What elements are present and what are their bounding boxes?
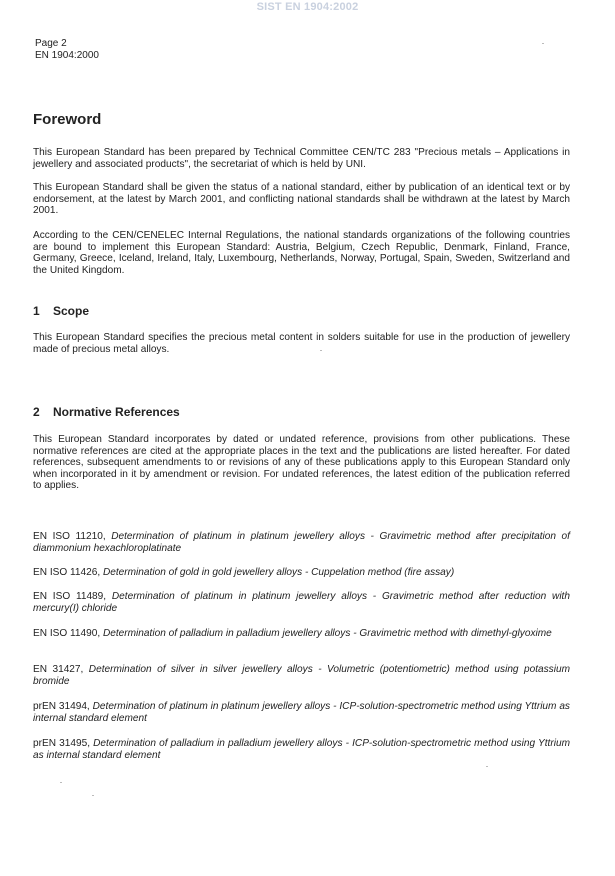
foreword-paragraph-1 <box>33 147 570 170</box>
reference-item <box>33 531 570 554</box>
scope-title: Scope <box>53 304 90 318</box>
document-id: EN 1904:2000 <box>35 50 99 61</box>
reference-item <box>33 738 570 761</box>
watermark: SIST EN 1904:2002 <box>256 1 359 13</box>
foreword-paragraph-3 <box>33 230 570 276</box>
reference-item <box>33 591 570 614</box>
reference-code: EN ISO 11489, <box>33 591 107 602</box>
reference-title: Determination of platinum in platinum jewellery alloys - Gravimetric method after reduction with mercury(I) chloride <box>33 591 570 614</box>
scan-speck <box>92 795 94 796</box>
reference-title: Determination of palladium in palladium jewellery alloys - ICP-solution-spectrometric method using Yttrium as internal standard element <box>33 738 570 761</box>
normative-heading <box>33 405 570 419</box>
reference-title: Determination of palladium in palladium jewellery alloys - Gravimetric method with dimethyl-glyoxime <box>102 628 552 639</box>
reference-item <box>33 628 570 640</box>
scope-heading <box>33 304 570 318</box>
page-header <box>35 38 99 62</box>
scan-speck <box>320 350 322 351</box>
reference-code: prEN 31494, <box>33 701 90 712</box>
foreword-heading <box>33 111 570 128</box>
reference-item <box>33 701 570 724</box>
scope-paragraph <box>33 332 570 355</box>
foreword-paragraph-2 <box>33 182 570 217</box>
reference-code: prEN 31495, <box>33 738 90 749</box>
foreword-text-2: This European Standard shall be given the status of a national standard, either by publication of an identical text or by endorsement, at the latest by March 2001, and conflicting national standards shall be withdrawn at the latest by March 2001. <box>33 182 570 216</box>
foreword-text-1: This European Standard has been prepared by Technical Committee CEN/TC 283 "Precious metals – Applications in jewellery and associated products", the secretariat of which is held by UNI. <box>33 147 570 170</box>
scan-speck <box>542 43 544 44</box>
reference-code: EN ISO 11490, <box>33 628 101 639</box>
reference-title: Determination of platinum in platinum jewellery alloys - ICP-solution-spectrometric method using Yttrium as internal standard element <box>33 701 570 724</box>
normative-title: Normative References <box>53 405 180 419</box>
scope-number: 1 <box>33 304 40 318</box>
page-number: Page 2 <box>35 38 67 49</box>
normative-number: 2 <box>33 405 40 419</box>
reference-item <box>33 567 570 579</box>
foreword-title: Foreword <box>33 111 102 128</box>
scope-text: This European Standard specifies the precious metal content in solders suitable for use in the production of jewellery made of precious metal alloys. <box>33 332 570 355</box>
reference-title: Determination of gold in gold jewellery alloys - Cuppelation method (fire assay) <box>102 567 455 578</box>
reference-item <box>33 664 570 687</box>
reference-title: Determination of platinum in platinum jewellery alloys - Gravimetric method after precipitation of diammonium hexachloroplatinate <box>33 531 570 554</box>
reference-code: EN 31427, <box>33 664 84 675</box>
foreword-text-3: According to the CEN/CENELEC Internal Regulations, the national standards organizations of the following countries are bound to implement this European Standard: Austria, Belgium, Czech Republic, Denmark, Finland, France, Germany, Greece, Iceland, Ireland, Italy, Luxembourg, Netherlands, Norway, Portugal, Spain, Sweden, Switzerland and the United Kingdom. <box>33 230 570 276</box>
reference-title: Determination of silver in silver jewellery alloys - Volumetric (potentiometric) method using potassium bromide <box>33 664 570 687</box>
reference-code: EN ISO 11210, <box>33 531 106 542</box>
normative-paragraph <box>33 434 570 492</box>
reference-code: EN ISO 11426, <box>33 567 101 578</box>
scan-speck <box>486 766 488 767</box>
normative-text: This European Standard incorporates by dated or undated reference, provisions from other publications. These normative references are cited at the appropriate places in the text and the publications are listed hereafter. For dated references, subsequent amendments to or revisions of any of these publications apply to this European Standard only when incorporated in it by amendment or revision. For undated references, the latest edition of the publication referred to applies. <box>33 434 570 491</box>
scan-speck <box>60 782 62 783</box>
